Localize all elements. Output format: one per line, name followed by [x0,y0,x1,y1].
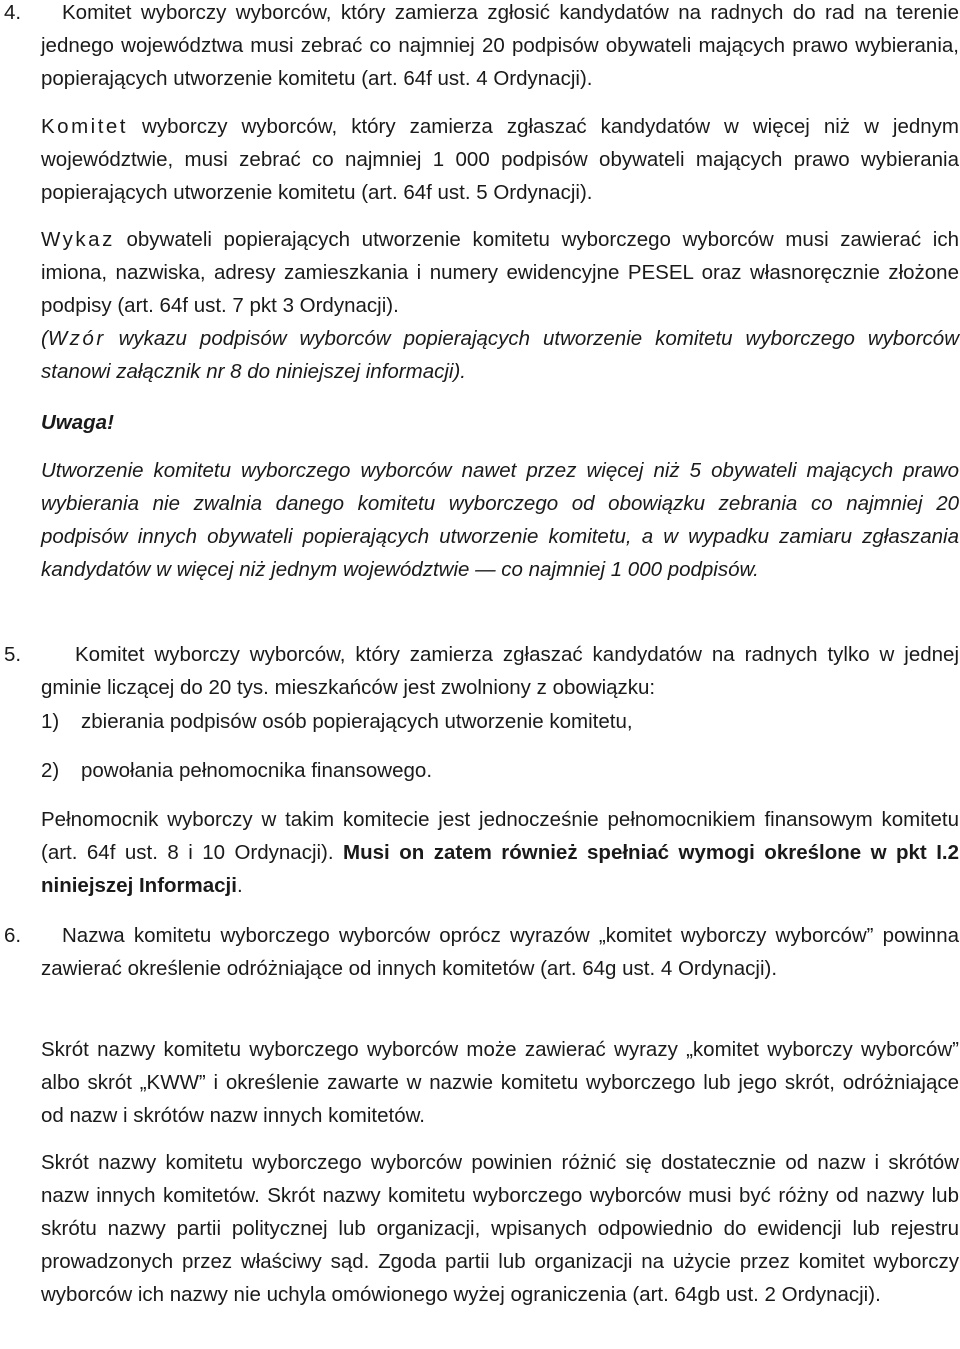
bold-requirement: Musi on zatem również spełniać wymogi określone w pkt I.2 niniejszej Informacji [41,841,959,897]
item-number: 5. [4,643,22,666]
lead-word: Komitet [41,115,128,138]
list-item-number: 2) [41,759,60,782]
open-paren: ( [41,327,48,350]
item-5-paragraph [41,803,959,902]
warning-text: Utworzenie komitetu wyborczego wyborców nawet przez więcej niż 5 obywateli mających prawo wybierania nie zwalnia danego komitetu wyborczego od obowiązku zebrania co najmniej 20 podpisów innych obywateli popierających utworzenie komitetu, a w wypadku zamiaru zgłaszania kandydatów w więcej niż jednym województwie — co najmniej 1 000 podpisów. [41,459,959,581]
list-item [41,754,959,787]
paragraph-end: . [236,874,243,897]
item-6-intro: Nazwa komitetu wyborczego wyborców oprócz wyrazów „komitet wyborczy wyborców” powinna zawierać określenie odróżniające od innych komitetów (art. 64g ust. 4 Ordynacji). [41,924,959,980]
paragraph-text: wykazu podpisów wyborców popierających utworzenie komitetu wyborczego wyborców stanowi załącznik nr 8 do niniejszej informacji). [41,327,959,383]
list-item-text: zbierania podpisów osób popierających utworzenie komitetu, [81,710,633,733]
item-4-paragraph-2 [41,110,959,209]
paragraph-text: Pełnomocnik wyborczy w takim komitecie jest jednocześnie pełnomocnikiem finansowym komitetu (art. 64f ust. 8 i 10 Ordynacji). [41,808,959,864]
item-5-intro: Komitet wyborczy wyborców, który zamierza zgłaszać kandydatów na radnych tylko w jednej gminie liczącej do 20 tys. mieszkańców jest zwolniony z obowiązku: [41,643,959,699]
warning-title: Uwaga! [41,411,114,434]
item-6-paragraph-3: Skrót nazwy komitetu wyborczego wyborców powinien różnić się dostatecznie od nazw i skrótów nazw innych komitetów. Skrót nazwy komitetu wyborczego wyborców musi być różny od nazwy lub skrótu nazwy partii politycznej lub organizacji, wpisanych odpowiednio do ewidencji lub rejestru prowadzonych przez właściwy sąd. Zgoda partii lub organizacji na użycie przez komitet wyborczy wyborców ich nazwy nie uchyla omówionego wyżej ograniczenia (art. 64gb ust. 2 Ordynacji). [41,1151,959,1306]
item-6-paragraph-2: Skrót nazwy komitetu wyborczego wyborców może zawierać wyrazy „komitet wyborczy wyborców” albo skrót „KWW” i określenie zawarte w nazwie komitetu wyborczego lub jego skrót, odróżniające od nazw i skrótów nazw innych komitetów. [41,1038,959,1127]
item-4-template-note [41,322,959,388]
list-item-text: powołania pełnomocnika finansowego. [81,759,433,782]
list-item-number: 1) [41,710,60,733]
paragraph-text: obywateli popierających utworzenie komitetu wyborczego wyborców musi zawierać ich imiona, nazwiska, adresy zamieszkania i numery ewidencyjne PESEL oraz własnoręcznie złożone podpisy (art. 64f ust. 7 pkt 3 Ordynacji). [41,228,959,317]
paragraph-text: wyborczy wyborców, który zamierza zgłaszać kandydatów w więcej niż w jednym województwie, musi zebrać co najmniej 1 000 podpisów obywateli mających prawo wybierania popierających utworzenie komitetu (art. 64f ust. 5 Ordynacji). [41,115,959,204]
lead-word: Wykaz [41,228,115,251]
list-item [41,705,959,738]
item-number: 4. [4,1,22,24]
item-4-intro: Komitet wyborczy wyborców, który zamierza zgłosić kandydatów na radnych do rad na terenie jednego województwa musi zebrać co najmniej 20 podpisów obywateli mających prawo wybierania, popierających utworzenie komitetu (art. 64f ust. 4 Ordynacji). [41,1,959,90]
lead-word: Wzór [47,327,106,350]
item-4-paragraph-3 [41,223,959,322]
item-number: 6. [4,924,22,947]
